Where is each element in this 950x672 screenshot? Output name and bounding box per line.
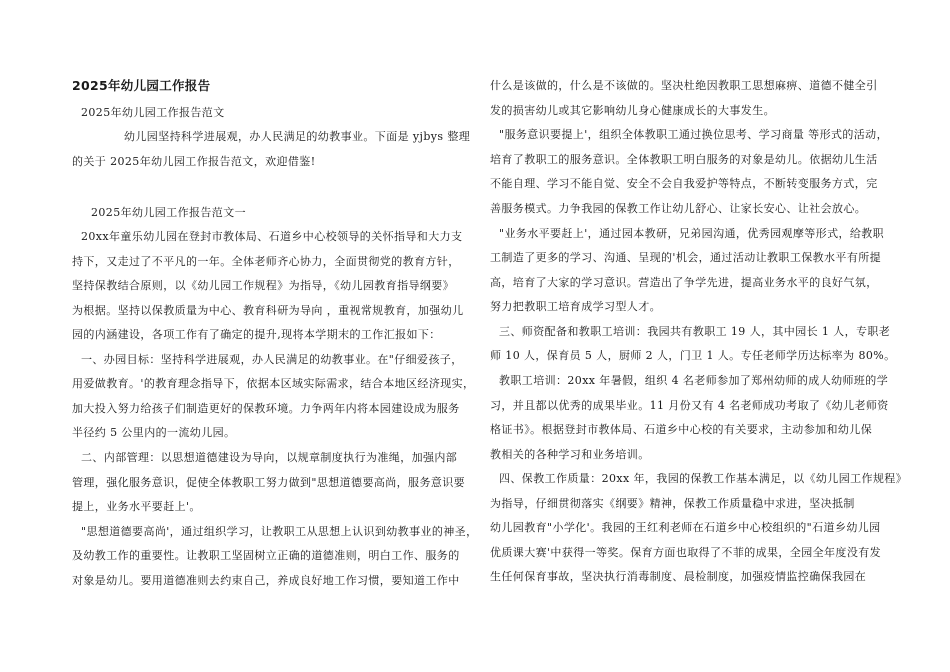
text-line: 善服务模式。力争我园的保教工作让幼儿舒心、让家长安心、让社会放心。: [490, 202, 867, 215]
text-line: 提上，业务水平要赶上'。: [72, 500, 201, 513]
text-line: 及幼教工作的重要性。让教职工坚固树立正确的道德准则，明白工作、服务的: [72, 549, 460, 562]
text-line: 师 10 人，保育员 5 人，厨师 2 人，门卫 1 人。专任老师学历达标率为 80%。: [490, 349, 896, 362]
text-line: 教职工培训：20xx 年暑假，组织 4 名老师参加了郑州幼师的成人幼师班的学: [499, 374, 889, 387]
text-line: 幼儿园教育"小学化'。我园的王红利老师在石道乡中心校组织的"石道乡幼儿园: [490, 521, 881, 534]
text-line: 三、师资配备和教职工培训：我园共有教职工 19 人，其中园长 1 人，专职老: [499, 325, 891, 338]
section-heading: 2025年幼儿园工作报告范文一: [91, 206, 246, 219]
text-line: 努力把教职工培育成学习型人才。: [490, 300, 661, 313]
text-line: 20xx年童乐幼儿园在登封市教体局、石道乡中心校领导的关怀指导和大力支: [81, 230, 463, 243]
text-line: 持下，又走过了不平凡的一年。全体老师齐心协力，全面贯彻党的教育方针，: [72, 255, 460, 268]
subtitle-line: 2025年幼儿园工作报告范文: [81, 106, 225, 119]
text-line: 为根据。坚持以保教质量为中心、教育科研为导向 ，重视常规教育，加强幼儿: [72, 304, 464, 317]
text-line: 优质课大赛'中获得一等奖。保育方面也取得了不菲的成果，全园全年度没有发: [490, 546, 882, 559]
text-line: 为指导，仔细贯彻落实《纲要》精神，保教工作质量稳中求进，坚决抵制: [490, 497, 855, 510]
text-line: 发的损害幼儿或其它影响幼儿身心健康成长的大事发生。: [490, 104, 775, 117]
text-line: 格证书》。根据登封市教体局、石道乡中心校的有关要求，主动参加和幼儿保: [490, 423, 873, 436]
text-line: 什么是该做的，什么是不该做的。坚决杜绝因教职工思想麻痹、道德不健全引: [490, 79, 878, 92]
text-line: 工制造了更多的学习、沟通、呈现的'机会，通过活动让教职工保教水平有所提: [490, 251, 882, 264]
text-line: 教相关的各种学习和业务培训。: [490, 448, 650, 461]
document-title: 2025年幼儿园工作报告: [72, 78, 211, 93]
text-line: "服务意识要提上'，组织全体教职工通过换位思考、学习商量 等形式的活动，: [499, 128, 888, 141]
text-line: 高，培育了大家的学习意识。营造出了争学先进，提高业务水平的良好气氛，: [490, 276, 878, 289]
text-line: 二、内部管理：以思想道德建设为导向，以规章制度执行为准绳，加强内部: [81, 451, 458, 464]
text-line: 四、保教工作质量：20xx 年，我园的保教工作基本满足，以《幼儿园工作规程》: [499, 472, 908, 485]
text-line: 对象是幼儿。要用道德准则去约束自己，养成良好地工作习惯，要知道工作中: [72, 574, 460, 587]
text-line: 一、办园目标：坚持科学进展观，办人民满足的幼教事业。在"仔细爱孩子，: [81, 353, 463, 366]
text-line: 培育了教职工的服务意识。全体教职工明白服务的对象是幼儿。依据幼儿生活: [490, 153, 878, 166]
text-line: 习，并且都以优秀的成果毕业。11 月份又有 4 名老师成功考取了《幼儿老师资: [490, 399, 889, 412]
text-line: 的关于 2025年幼儿园工作报告范文，欢迎借鉴!: [72, 155, 316, 168]
text-line: 半径约 5 公里内的一流幼儿园。: [72, 426, 236, 439]
text-line: 幼儿园坚持科学进展观，办人民满足的幼教事业。下面是 yjbys 整理: [124, 130, 471, 143]
text-line: 管理，强化服务意识，促使全体教职工努力做到"思想道德要高尚，服务意识要: [72, 476, 466, 489]
text-line: 坚持保教结合原则，以《幼儿园工作规程》为指导，《幼儿园教育指导纲要》: [72, 279, 455, 292]
text-line: "业务水平要赶上'，通过园本教研，兄弟园沟通，优秀园观摩等形式，给教职: [499, 227, 885, 240]
text-line: 加大投入努力给孩子们制造更好的保教环境。力争两年内将本园建设成为服务: [72, 402, 460, 415]
text-line: 生任何保育事故，坚决执行消毒制度、晨检制度，加强疫情监控确保我园在: [490, 570, 867, 583]
text-line: "思想道德要高尚'，通过组织学习，让教职工从思想上认识到幼教事业的神圣，: [81, 525, 478, 538]
text-line: 用爱做教育。'的教育理念指导下，依据本区域实际需求，结合本地区经济现实，: [72, 377, 475, 390]
text-line: 园的内涵建设，各项工作有了确定的提升,现将本学期末的工作汇报如下：: [72, 328, 441, 341]
text-line: 不能自理、学习不能自觉、安全不会自我爱护等特点，不断转变服务方式，完: [490, 177, 878, 190]
